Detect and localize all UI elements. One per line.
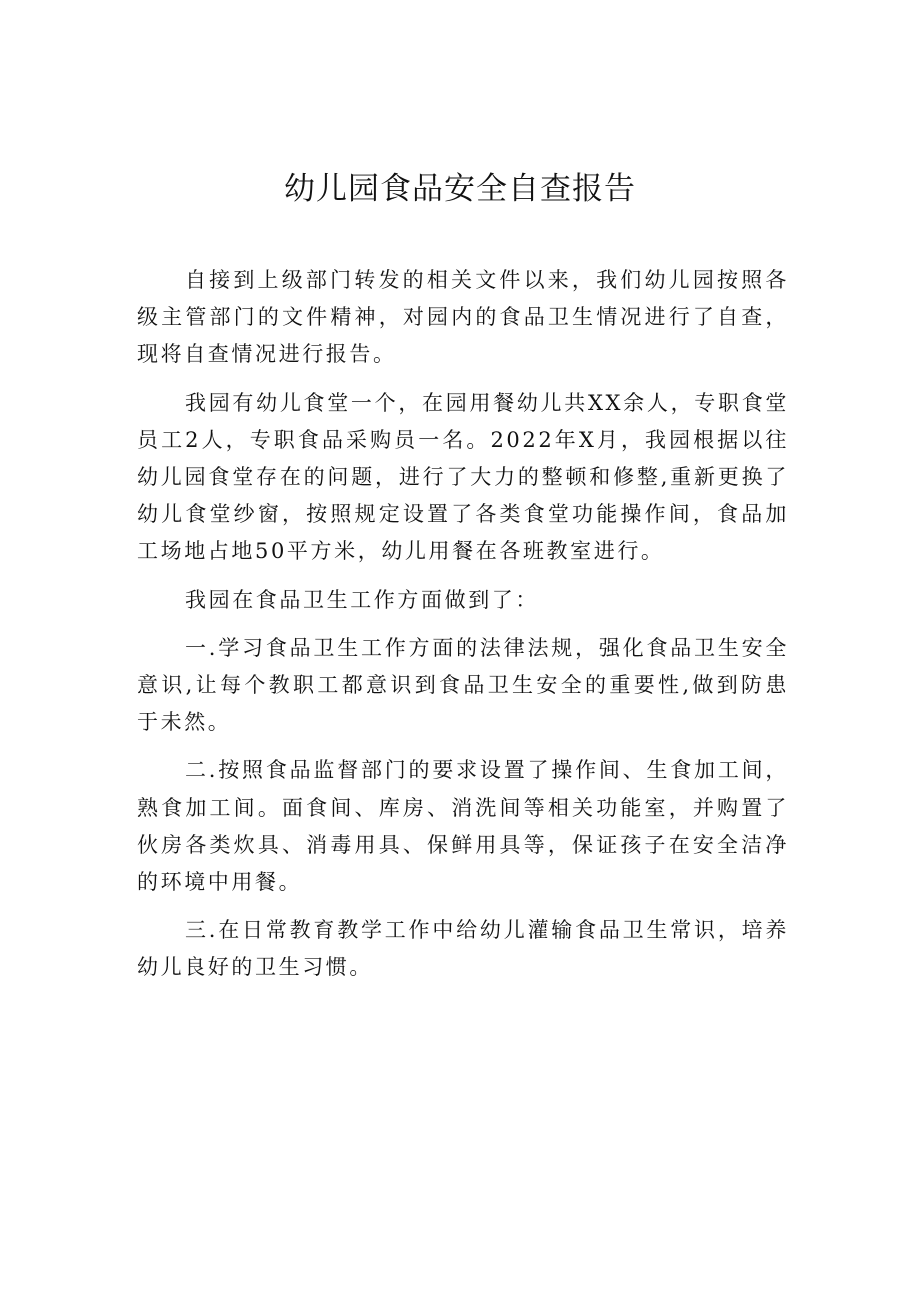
document-title: 幼儿园食品安全自查报告 [284, 171, 636, 207]
paragraph-item-1: 一.学习食品卫生工作方面的法律法规，强化食品卫生安全意识,让每个教职工都意识到食品卫生安全的重要性,做到防患于未然。 [137, 635, 789, 735]
paragraph-item-3: 三.在日常教育教学工作中给幼儿灌输食品卫生常识，培养幼儿良好的卫生习惯。 [137, 918, 789, 980]
paragraph-work-summary: 我园在食品卫生工作方面做到了： [185, 587, 539, 612]
paragraph-intro: 自接到上级部门转发的相关文件以来，我们幼儿园按照各级主管部门的文件精神，对园内的食品卫生情况进行了自查，现将自查情况进行报告。 [137, 268, 789, 367]
paragraph-canteen-overview: 我园有幼儿食堂一个，在园用餐幼儿共XX余人，专职食堂员工2人，专职食品采购员一名。2022年X月，我园根据以往幼儿园食堂存在的问题，进行了大力的整顿和修整,重新更换了幼儿食堂纱窗，按照规定设置了各类食堂功能操作间，食品加工场地占地50平方米，幼儿用餐在各班教室进行。 [137, 390, 789, 564]
paragraph-item-2: 二.按照食品监督部门的要求设置了操作间、生食加工间，熟食加工间。面食间、库房、消洗间等相关功能室，并购置了伙房各类炊具、消毒用具、保鲜用具等，保证孩子在安全洁净的环境中用餐。 [137, 758, 789, 895]
document-body [137, 262, 789, 998]
